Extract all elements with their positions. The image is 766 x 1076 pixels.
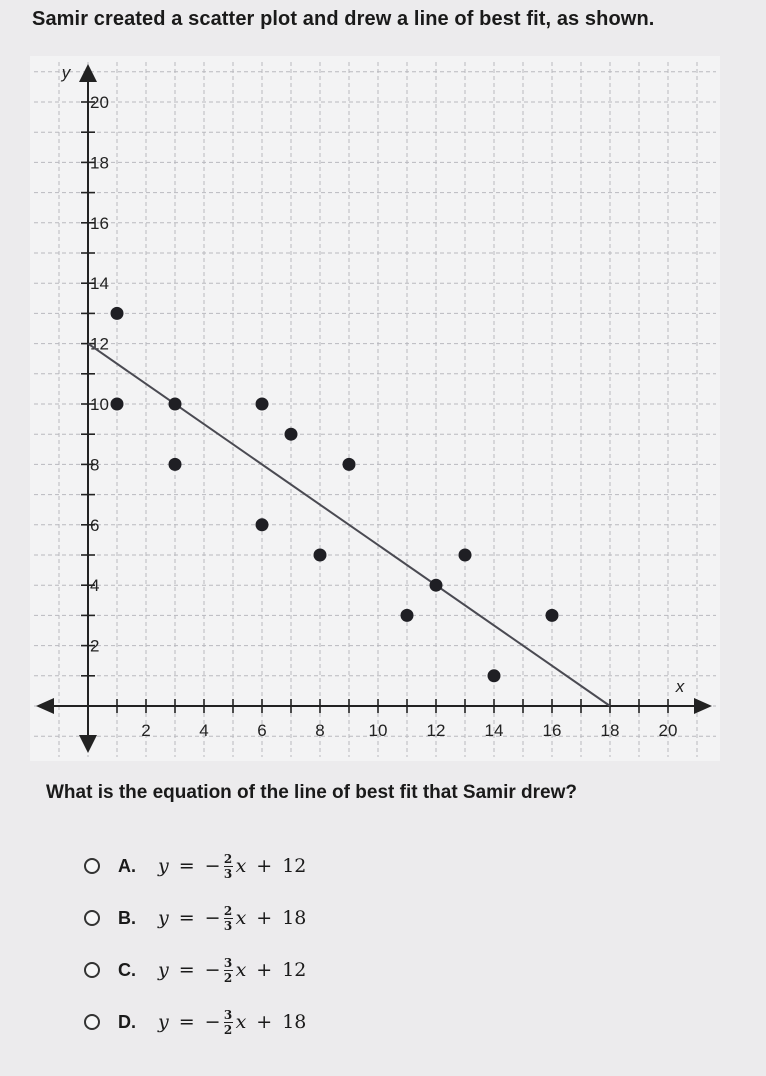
choice-a-equation [158,853,306,880]
eq-sign: − [204,907,221,929]
choice-b-radio[interactable] [84,910,100,926]
eq-equals: = [178,959,195,981]
eq-x: x [235,959,247,981]
y-tick-label: 20 [90,93,109,112]
scatter-point [169,458,182,471]
eq-constant: 12 [282,855,307,877]
scatter-point [343,458,356,471]
choice-b-equation [158,905,306,932]
eq-y: y [158,959,169,981]
plot-background [30,56,720,761]
y-tick-label: 16 [90,213,109,233]
y-tick-label: 18 [90,153,109,173]
y-tick-label: 12 [90,334,109,354]
eq-constant: 18 [282,907,307,929]
scatter-plot [30,56,720,761]
eq-plus: + [256,855,273,877]
eq-plus: + [256,907,273,929]
choice-a[interactable] [84,846,484,886]
eq-equals: = [178,855,195,877]
question-text: What is the equation of the line of best fit that Samir drew? [46,782,577,803]
x-tick-label: 18 [600,721,620,740]
scatter-point [546,609,559,622]
choice-c-letter: C. [118,959,136,980]
x-tick-label: 12 [426,721,446,740]
y-tick-label: 6 [90,515,100,535]
x-tick-label: 14 [484,721,504,740]
scatter-point [314,549,327,562]
eq-sign: − [204,959,221,981]
eq-fraction [224,905,233,932]
choice-d[interactable] [84,1002,484,1042]
choice-a-radio[interactable] [84,858,100,874]
x-tick-label: 10 [368,721,388,740]
eq-fraction [224,853,233,880]
eq-plus: + [256,959,273,981]
x-tick-label: 8 [315,721,325,740]
choice-d-letter: D. [118,1011,136,1032]
choice-c-radio[interactable] [84,962,100,978]
y-tick-label: 2 [90,636,100,656]
x-tick-label: 20 [658,721,678,740]
scatter-point [459,549,472,562]
eq-denominator: 2 [223,1022,233,1037]
eq-constant: 12 [282,959,307,981]
choice-c[interactable] [84,950,484,990]
scatter-point [285,428,298,441]
eq-fraction [224,957,233,984]
eq-y: y [158,1011,169,1033]
eq-sign: − [204,1011,221,1033]
scatter-point [488,669,501,682]
y-tick-label: 4 [90,576,100,596]
choice-c-equation [158,957,306,984]
eq-y: y [158,855,169,877]
eq-numerator: 2 [223,851,233,866]
eq-equals: = [178,1011,195,1033]
eq-denominator: 3 [223,866,233,881]
x-tick-label: 2 [141,721,151,740]
scatter-point [401,609,414,622]
choice-d-equation [158,1009,306,1036]
eq-denominator: 2 [223,970,233,985]
scatter-point [169,398,182,411]
y-tick-label: 8 [90,455,100,475]
choice-d-radio[interactable] [84,1014,100,1030]
eq-x: x [235,1011,247,1033]
eq-numerator: 2 [223,903,233,918]
scatter-point [111,398,124,411]
x-axis-label: x [675,677,685,696]
eq-x: x [235,907,247,929]
eq-plus: + [256,1011,273,1033]
eq-sign: − [204,855,221,877]
eq-constant: 18 [282,1011,307,1033]
y-axis-label: y [61,63,71,82]
eq-numerator: 3 [223,1007,233,1022]
eq-fraction [224,1009,233,1036]
x-tick-label: 6 [257,721,267,740]
eq-numerator: 3 [223,955,233,970]
choice-b[interactable] [84,898,484,938]
x-tick-label: 16 [542,721,562,740]
scatter-point [430,579,443,592]
eq-y: y [158,907,169,929]
prompt-text: Samir created a scatter plot and drew a line of best fit, as shown. [32,8,655,30]
choice-a-letter: A. [118,855,136,876]
eq-x: x [235,855,247,877]
x-tick-label: 4 [199,721,209,740]
y-tick-label: 10 [90,395,109,414]
scatter-point [256,398,269,411]
eq-equals: = [178,907,195,929]
choice-b-letter: B. [118,907,136,928]
scatter-point [111,307,124,320]
y-tick-label: 14 [90,274,109,294]
scatter-point [256,518,269,531]
eq-denominator: 3 [223,918,233,933]
